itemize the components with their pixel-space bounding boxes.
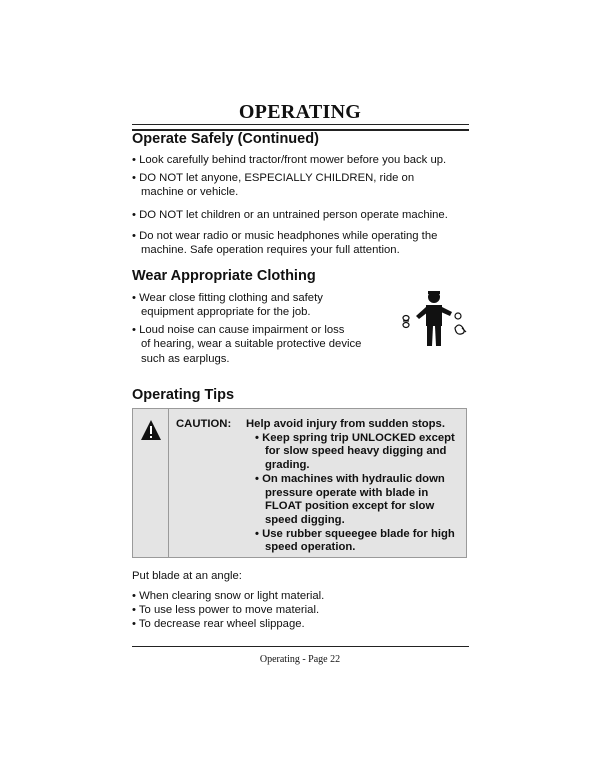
caution-line: • Use rubber squeegee blade for high xyxy=(255,527,455,540)
list-item xyxy=(132,229,437,258)
caution-box xyxy=(132,408,467,558)
bullet-line: • Look carefully behind tractor/front mower before you back up. xyxy=(132,154,447,166)
section-heading-operate-safely: Operate Safely (Continued) xyxy=(132,131,319,147)
caution-line: for slow speed heavy digging and xyxy=(265,445,447,458)
list-item xyxy=(132,323,361,366)
bullet-line: • DO NOT let anyone, ESPECIALLY CHILDREN, ride on xyxy=(132,172,415,184)
warning-triangle-icon xyxy=(140,419,162,441)
list-item xyxy=(132,153,446,167)
angle-intro: Put blade at an angle: xyxy=(132,570,242,582)
bullet-line: such as earplugs. xyxy=(141,352,230,365)
list-item: • To decrease rear wheel slippage. xyxy=(132,618,305,630)
caution-divider xyxy=(168,409,169,557)
list-item xyxy=(132,291,323,320)
list-item xyxy=(246,528,455,555)
bullet-line: machine or vehicle. xyxy=(141,186,239,199)
list-item: • To use less power to move material. xyxy=(132,604,320,616)
bullet-line: • Do not wear radio or music headphones while operating the xyxy=(132,230,438,242)
list-item xyxy=(246,473,455,528)
title-rule xyxy=(132,124,469,131)
bullet-line: equipment appropriate for the job. xyxy=(141,306,311,319)
caution-line: speed digging. xyxy=(265,513,345,526)
list-item: • When clearing snow or light material. xyxy=(132,590,325,602)
protective-clothing-figure-icon xyxy=(398,288,470,352)
caution-line: • Keep spring trip UNLOCKED except xyxy=(255,431,455,444)
caution-line: pressure operate with blade in xyxy=(265,486,429,499)
section-heading-clothing: Wear Appropriate Clothing xyxy=(132,268,316,284)
caution-line: • On machines with hydraulic down xyxy=(255,472,445,485)
page-title: OPERATING xyxy=(238,101,362,123)
page-footer: Operating - Page 22 xyxy=(259,654,341,665)
caution-text xyxy=(246,418,455,555)
section-heading-operating-tips: Operating Tips xyxy=(132,387,235,403)
caution-line: grading. xyxy=(265,459,310,472)
bullet-line: of hearing, wear a suitable protective device xyxy=(141,338,362,351)
bullet-line: • DO NOT let children or an untrained person operate machine. xyxy=(132,209,448,221)
caution-intro: Help avoid injury from sudden stops. xyxy=(246,418,445,430)
caution-line: FLOAT position except for slow xyxy=(265,500,435,513)
caution-label: CAUTION: xyxy=(176,418,232,430)
caution-line: speed operation. xyxy=(265,541,356,554)
footer-rule xyxy=(132,646,469,647)
list-item xyxy=(132,171,414,200)
list-item xyxy=(246,432,455,473)
list-item xyxy=(132,208,448,222)
bullet-line: • Wear close fitting clothing and safety xyxy=(132,292,323,304)
bullet-line: machine. Safe operation requires your full attention. xyxy=(141,244,400,257)
bullet-line: • Loud noise can cause impairment or loss xyxy=(132,324,345,336)
